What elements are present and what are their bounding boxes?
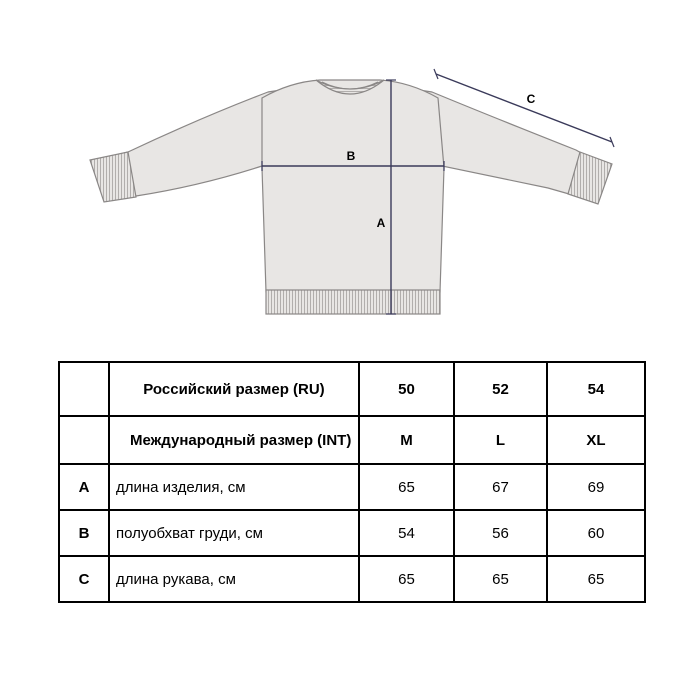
row-value: 69: [547, 464, 645, 510]
size-int-xl: XL: [547, 416, 645, 464]
header-int-label: Международный размер (INT): [109, 416, 359, 464]
size-ru-54: 54: [547, 362, 645, 416]
row-value: 65: [454, 556, 547, 602]
row-label: длина рукава, см: [109, 556, 359, 602]
size-table: [58, 361, 646, 603]
hem-rib: [266, 290, 440, 314]
row-letter: B: [59, 510, 109, 556]
table-row: [59, 464, 645, 510]
left-cuff: [90, 152, 136, 202]
row-value: 54: [359, 510, 454, 556]
header-row-int: [59, 416, 645, 464]
size-ru-52: 52: [454, 362, 547, 416]
sweater-body: [262, 80, 444, 292]
empty-cell: [59, 416, 109, 464]
row-value: 60: [547, 510, 645, 556]
row-label: длина изделия, см: [109, 464, 359, 510]
row-value: 65: [359, 464, 454, 510]
size-int-m: M: [359, 416, 454, 464]
row-letter: C: [59, 556, 109, 602]
row-value: 67: [454, 464, 547, 510]
header-row-ru: [59, 362, 645, 416]
size-int-l: L: [454, 416, 547, 464]
row-value: 65: [547, 556, 645, 602]
size-ru-50: 50: [359, 362, 454, 416]
table-row: [59, 556, 645, 602]
label-b: B: [346, 149, 356, 163]
label-a: A: [376, 216, 386, 230]
row-value: 65: [359, 556, 454, 602]
header-ru-label: Российский размер (RU): [109, 362, 359, 416]
row-label: полуобхват груди, см: [109, 510, 359, 556]
sweater-diagram: [0, 0, 700, 340]
row-value: 56: [454, 510, 547, 556]
label-c: C: [526, 92, 536, 106]
empty-cell: [59, 362, 109, 416]
row-letter: A: [59, 464, 109, 510]
table-row: [59, 510, 645, 556]
